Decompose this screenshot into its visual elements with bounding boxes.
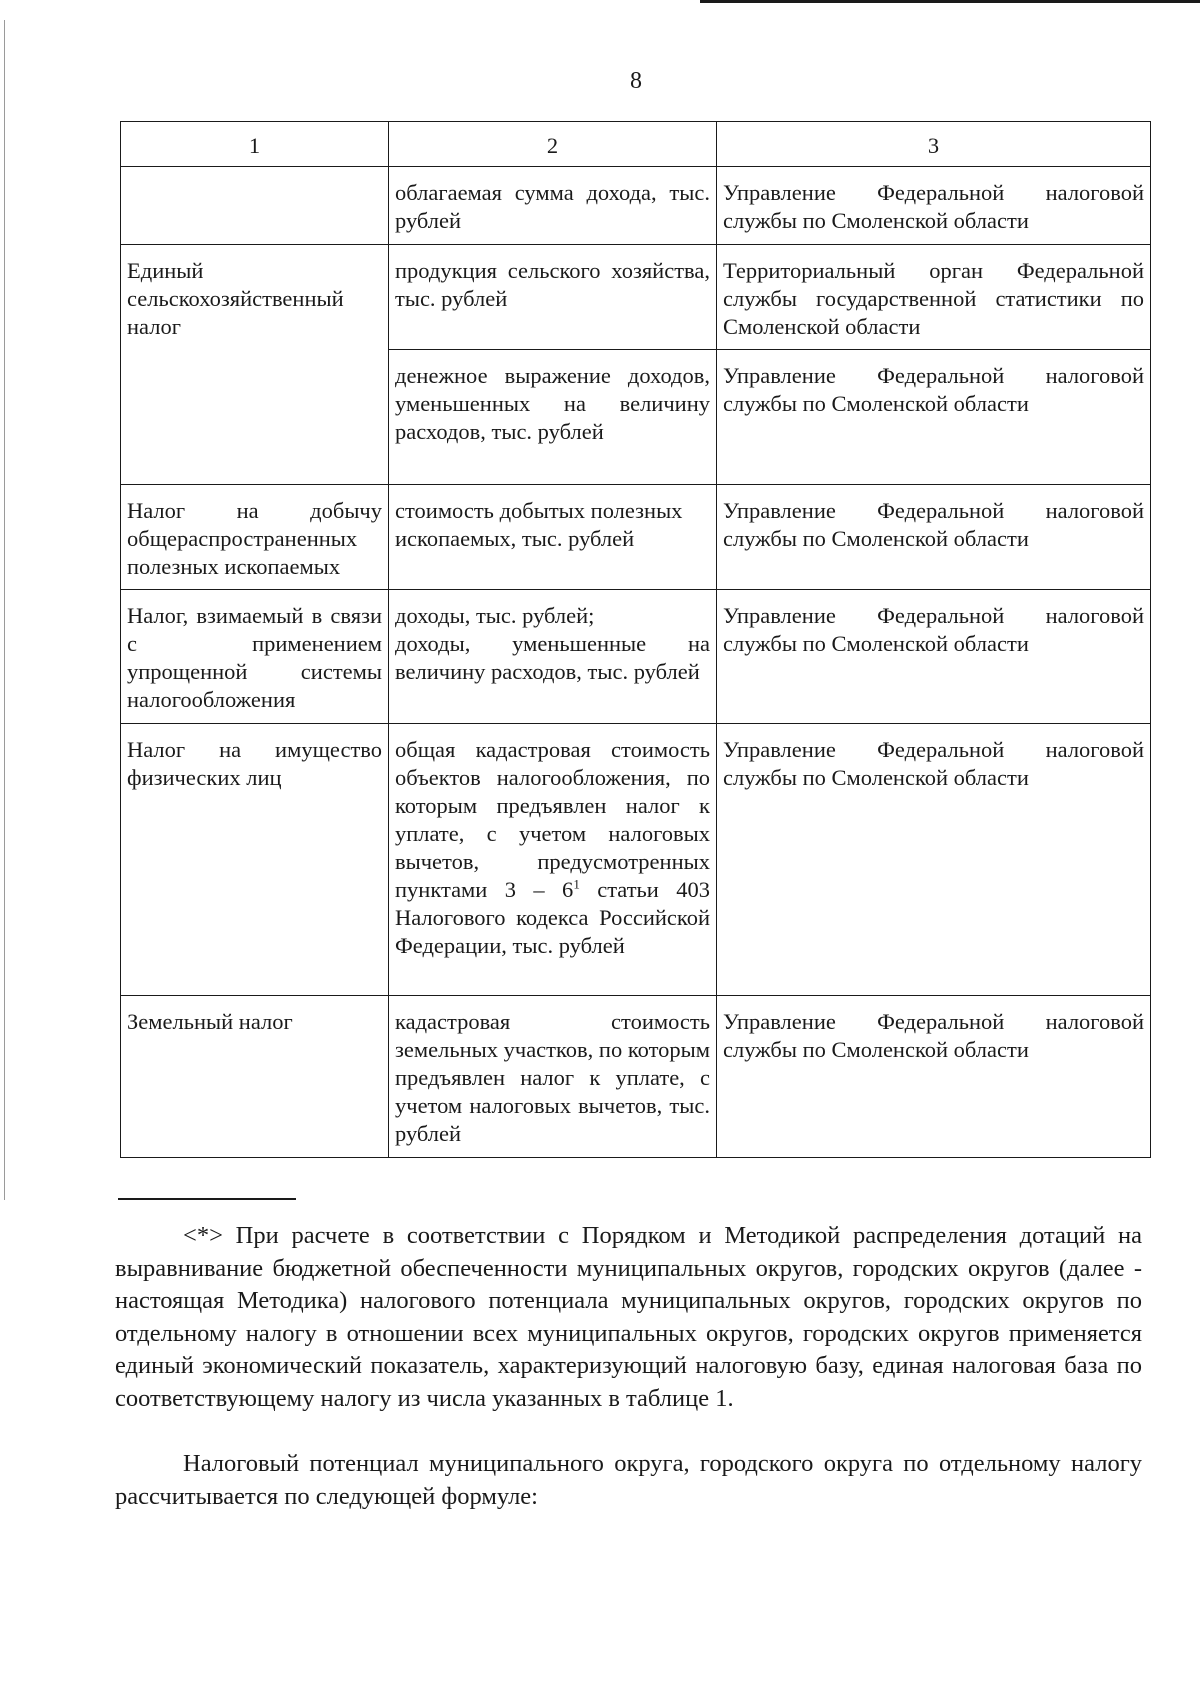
tax-base-cell: денежное выражение доходов, уменьшенных на величину расходов, тыс. рублей [389, 350, 717, 485]
tax-name-cell: Налог на добычу общераспространенных полезных ископаемых [121, 485, 389, 590]
tax-base-line: доходы, уменьшенные на величину расходов, тыс. рублей [395, 631, 710, 684]
top-edge-rule [700, 0, 1200, 3]
tax-base-cell: продукция сельского хозяйства, тыс. рублей [389, 245, 717, 350]
tax-base-table [120, 121, 1151, 1158]
table-row [121, 485, 1151, 590]
table-row [121, 245, 1151, 350]
tax-name-cell [121, 167, 389, 245]
authority-cell: Управление Федеральной налоговой службы по Смоленской области [717, 167, 1151, 245]
authority-cell: Управление Федеральной налоговой службы по Смоленской области [717, 350, 1151, 485]
tax-base-cell: облагаемая сумма дохода, тыс. рублей [389, 167, 717, 245]
body-paragraph: Налоговый потенциал муниципального округа, городского округа по отдельному налогу рассчитывается по следующей формуле: [115, 1450, 1142, 1510]
table-row [121, 167, 1151, 245]
authority-cell: Территориальный орган Федеральной службы государственной статистики по Смоленской области [717, 245, 1151, 350]
tax-base-cell: кадастровая стоимость земельных участков, по которым предъявлен налог к уплате, с учетом налоговых вычетов, тыс. рублей [389, 996, 717, 1158]
table-header-row [121, 122, 1151, 167]
column-header-3: 3 [717, 122, 1151, 167]
tax-name-cell: Налог на имущество физических лиц [121, 724, 389, 996]
authority-cell: Управление Федеральной налоговой службы по Смоленской области [717, 724, 1151, 996]
footnote-text: <*> При расчете в соответствии с Порядком и Методикой распределения дотаций на выравнивание бюджетной обеспеченности муниципальных округов, городских округов (далее - настоящая Методика) налогового потенциала муниципальных округов, городских округов по отдельному налогу в отношении всех муниципальных округов, городских округов применяется единый экономический показатель, характеризующий налоговую базу, единая налоговая база по соответствующему налогу из числа указанных в таблице 1. [115, 1222, 1142, 1412]
footnote-separator [118, 1198, 296, 1200]
tax-name-cell: Единый сельскохозяйственный налог [121, 245, 389, 485]
tax-name-cell: Земельный налог [121, 996, 389, 1158]
tax-base-line: доходы, тыс. рублей; [395, 603, 595, 628]
tax-base-text-cont: статьи 403 Налогового кодекса Российской Федерации, тыс. рублей [395, 877, 711, 958]
table-row [121, 996, 1151, 1158]
page-number: 8 [630, 68, 642, 94]
authority-cell: Управление Федеральной налоговой службы по Смоленской области [717, 485, 1151, 590]
authority-cell: Управление Федеральной налоговой службы по Смоленской области [717, 996, 1151, 1158]
tax-base-text: общая кадастровая стоимость объектов налогообложения, по которым предъявлен налог к уплате, с учетом налоговых вычетов, предусмотренных пунктами 3 – 6 [395, 737, 710, 902]
tax-base-cell: стоимость добытых полезных ископаемых, тыс. рублей [389, 485, 717, 590]
tax-name-cell: Налог, взимаемый в связи с применением упрощенной системы налогообложения [121, 590, 389, 724]
table-row [121, 724, 1151, 996]
tax-base-cell [389, 590, 717, 724]
superscript-index: 1 [573, 876, 580, 892]
scan-edge-line [4, 20, 5, 1200]
table-row [121, 590, 1151, 724]
column-header-2: 2 [389, 122, 717, 167]
tax-base-cell [389, 724, 717, 996]
authority-cell: Управление Федеральной налоговой службы по Смоленской области [717, 590, 1151, 724]
column-header-1: 1 [121, 122, 389, 167]
